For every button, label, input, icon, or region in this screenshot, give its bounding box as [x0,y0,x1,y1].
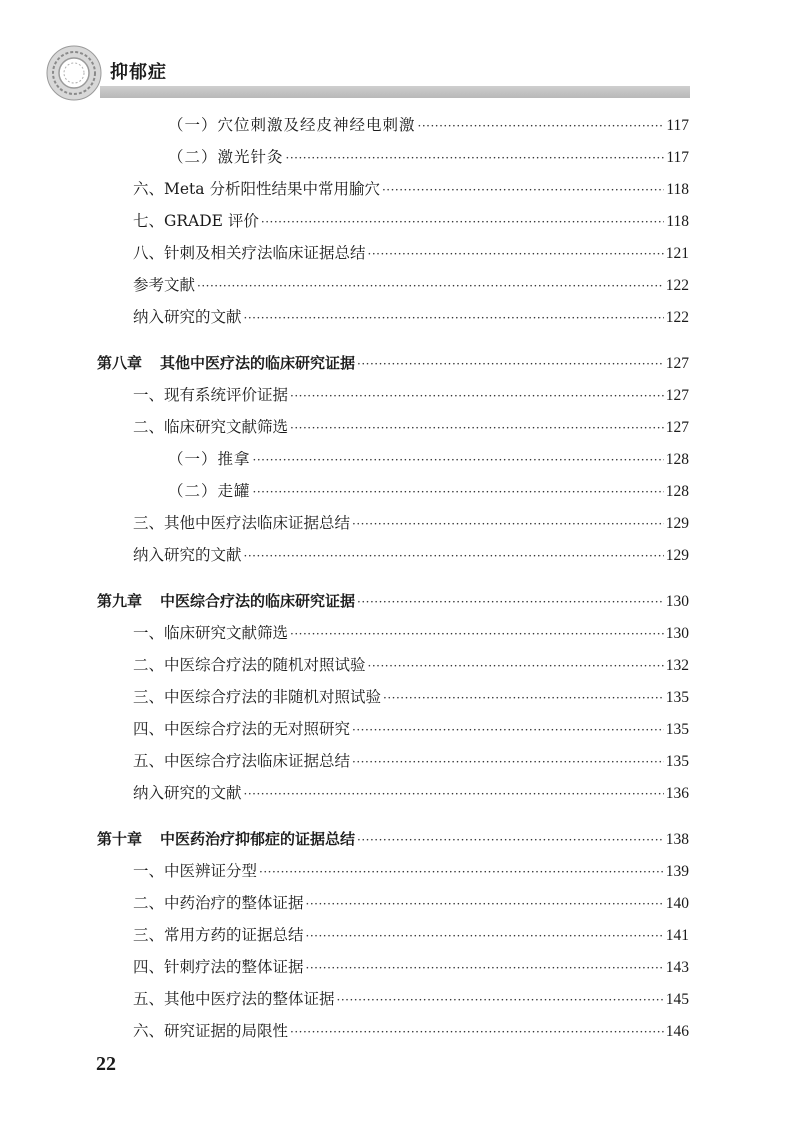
toc-entry-page: 128 [665,451,689,468]
toc-entry[interactable] [133,748,689,774]
dot-leader [290,1019,664,1045]
toc-entry[interactable] [133,890,689,916]
toc-entry-title: （一）推拿 [168,450,251,468]
toc-entry-title: 三、中医综合疗法的非随机对照试验 [133,688,382,706]
toc-entry-title: 三、其他中医疗法临床证据总结 [133,514,351,532]
toc-chapter[interactable] [97,588,689,614]
toc-entry-page: 122 [665,277,689,294]
dot-leader [352,717,664,743]
toc-entry-page: 145 [665,991,689,1008]
chapter-number: 第十章 [97,830,143,848]
toc-entry-page: 140 [665,895,689,912]
toc-entry[interactable] [133,240,689,266]
toc-entry-title: 八、针刺及相关疗法临床证据总结 [133,244,366,262]
toc-entry-page: 129 [665,547,689,564]
toc-entry-title: 参考文献 [133,276,196,294]
dot-leader [290,415,664,441]
toc-entry-page: 122 [665,309,689,326]
dot-leader [290,383,664,409]
toc-entry[interactable] [133,1018,689,1044]
toc-entry-page: 117 [666,117,689,134]
toc-entry-page: 129 [665,515,689,532]
dot-leader [261,209,664,235]
toc-entry[interactable] [133,542,689,568]
toc-entry-title: 四、针刺疗法的整体证据 [133,958,304,976]
toc-entry-page: 121 [665,245,689,262]
toc-entry[interactable] [133,176,689,202]
toc-entry-title: 四、中医综合疗法的无对照研究 [133,720,351,738]
toc-entry-title: 六、Meta 分析阳性结果中常用腧穴 [133,180,380,198]
toc-entry-title: 一、中医辨证分型 [133,862,258,880]
toc-entry[interactable] [133,986,689,1012]
dot-leader [197,273,664,299]
dot-leader [253,479,664,505]
toc-entry-title: 三、常用方药的证据总结 [133,926,304,944]
dot-leader [368,653,664,679]
dot-leader [337,987,664,1013]
page-number: 22 [96,1053,116,1075]
chapter-title: 中医药治疗抑郁症的证据总结 [160,830,356,848]
toc-entry-title: 纳入研究的文献 [133,784,242,802]
toc-entry[interactable] [168,446,689,472]
dot-leader [418,113,665,139]
toc-entry-title: 二、临床研究文献筛选 [133,418,289,436]
toc-entry-title: 二、中医综合疗法的随机对照试验 [133,656,366,674]
dot-leader [286,145,665,171]
toc-entry-title: 二、中药治疗的整体证据 [133,894,304,912]
toc-chapter[interactable] [97,826,689,852]
toc-entry-page: 130 [665,593,689,610]
chapter-number: 第八章 [97,354,143,372]
dot-leader [306,955,664,981]
toc-entry-title: 纳入研究的文献 [133,546,242,564]
toc-entry[interactable] [133,652,689,678]
dot-leader [259,859,664,885]
dot-leader [253,447,664,473]
chapter-title: 中医综合疗法的临床研究证据 [160,592,356,610]
toc-entry-title: 七、GRADE 评价 [133,212,259,230]
book-title: 抑郁症 [110,62,167,83]
toc-entry-page: 132 [665,657,689,674]
toc-entry-title: 六、研究证据的局限性 [133,1022,289,1040]
chapter-number: 第九章 [97,592,143,610]
chapter-title: 其他中医疗法的临床研究证据 [160,354,356,372]
toc-entry-title: 纳入研究的文献 [133,308,242,326]
toc-entry[interactable] [168,112,689,138]
toc-entry[interactable] [133,510,689,536]
toc-entry-title: （二）激光针灸 [168,148,284,166]
toc-entry-page: 146 [665,1023,689,1040]
toc-entry[interactable] [133,304,689,330]
toc-entry-page: 127 [665,355,689,372]
dot-leader [306,891,664,917]
toc-entry-title: 五、中医综合疗法临床证据总结 [133,752,351,770]
toc-entry[interactable] [133,716,689,742]
toc-entry[interactable] [133,684,689,710]
toc-entry[interactable] [168,478,689,504]
toc-entry-page: 135 [665,689,689,706]
toc-entry[interactable] [133,208,689,234]
toc-entry-page: 118 [666,213,689,230]
dot-leader [383,685,664,711]
toc-entry-page: 139 [665,863,689,880]
toc-entry-title: 一、临床研究文献筛选 [133,624,289,642]
toc-entry-page: 127 [665,419,689,436]
toc-entry[interactable] [133,954,689,980]
dot-leader [352,511,664,537]
dot-leader [244,305,664,331]
toc-entry[interactable] [133,382,689,408]
toc-entry-title: （一）穴位刺激及经皮神经电刺激 [168,116,416,134]
dot-leader [368,241,664,267]
toc-entry-page: 135 [665,753,689,770]
toc-entry-page: 141 [665,927,689,944]
toc-entry-title: （二）走罐 [168,482,251,500]
toc-entry-page: 143 [665,959,689,976]
dot-leader [352,749,664,775]
toc-entry-page: 130 [665,625,689,642]
toc-entry-page: 127 [665,387,689,404]
toc-entry-page: 118 [666,181,689,198]
toc-entry-page: 136 [665,785,689,802]
toc-entry-page: 135 [665,721,689,738]
dot-leader [290,621,664,647]
toc-entry-page: 128 [665,483,689,500]
toc-entry-page: 117 [666,149,689,166]
toc-entry[interactable] [133,272,689,298]
toc-entry-page: 138 [665,831,689,848]
dot-leader [244,543,664,569]
toc-entry[interactable] [133,414,689,440]
toc-entry-title: 一、现有系统评价证据 [133,386,289,404]
toc-entry[interactable] [168,144,689,170]
toc-entry[interactable] [133,858,689,884]
toc-entry[interactable] [133,922,689,948]
dot-leader [382,177,664,203]
dot-leader [357,589,664,615]
toc-entry[interactable] [133,780,689,806]
dot-leader [357,351,664,377]
dot-leader [244,781,664,807]
dot-leader [306,923,664,949]
toc-chapter[interactable] [97,350,689,376]
dot-leader [357,827,664,853]
toc-entry-title: 五、其他中医疗法的整体证据 [133,990,335,1008]
toc-entry[interactable] [133,620,689,646]
